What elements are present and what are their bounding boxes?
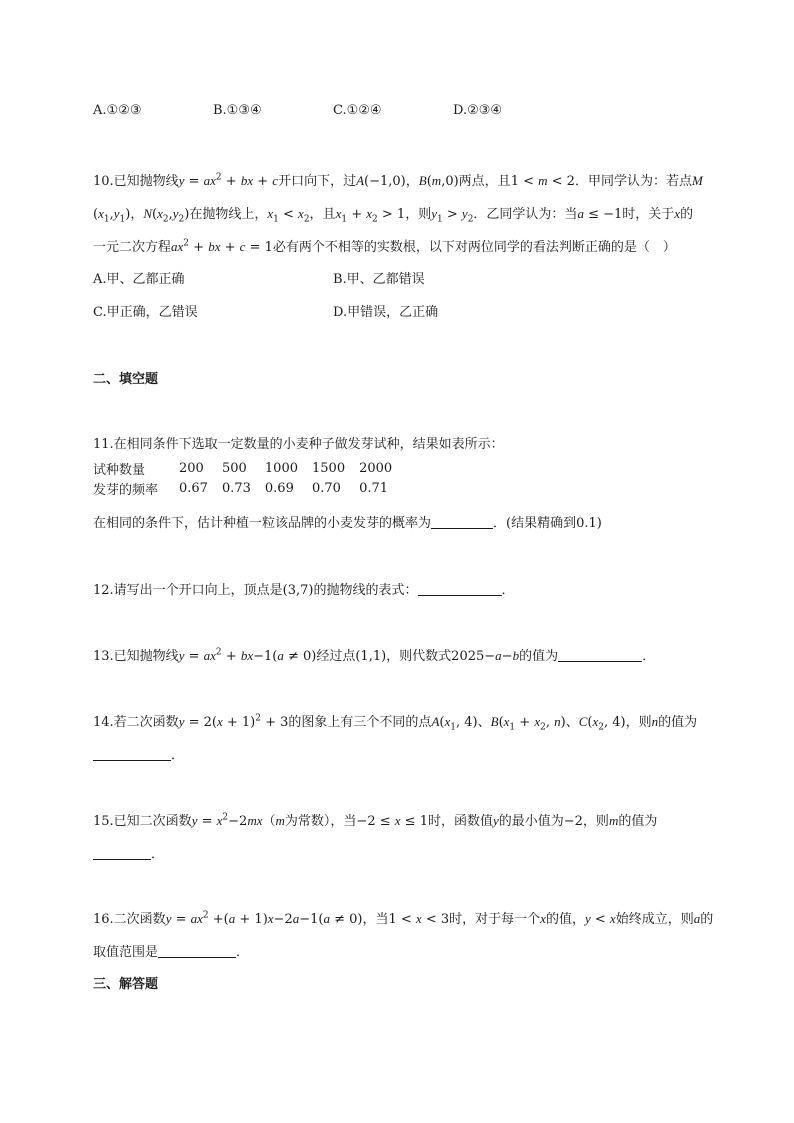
q9-option-c[interactable]: C.①②④ bbox=[333, 103, 382, 118]
q14-line2: ． bbox=[93, 744, 184, 763]
table-cell: 0.71 bbox=[359, 480, 389, 496]
table-cell: 发芽的频率 bbox=[93, 482, 159, 498]
q10-option-a[interactable]: A.甲、乙都正确 bbox=[93, 272, 185, 287]
table-cell: 1500 bbox=[312, 460, 346, 476]
table-row bbox=[93, 478, 406, 498]
q10-option-d[interactable]: D.甲错误，乙正确 bbox=[333, 305, 439, 320]
q16-line1: 16.二次函数$y = ax^2 +(a + 1)x-2a-1(a \ne 0)$，当1 < x < 3时，对于每一个x的值，y < x始终成立，则a的 bbox=[93, 910, 714, 927]
answer-blank[interactable] bbox=[93, 846, 151, 860]
answer-blank[interactable] bbox=[158, 944, 236, 958]
q13-line: 13.已知抛物线$y = ax^2 + bx-1(a \ne 0)$经过点(1,1)，则代数式2025−a−b的值为 ． bbox=[93, 647, 656, 664]
q11-table bbox=[93, 458, 406, 498]
q9-option-b[interactable]: B.①③④ bbox=[213, 103, 262, 118]
q10-line1: 10.已知抛物线$y = ax^2$ + bx + c开口向下，过A(−1,0)，B(m,0)两点，且1 < m < 2．甲同学认为：若点M bbox=[93, 172, 703, 189]
q10-line2: $(x_1,y_1)$，$N(x_2,y_2)$在抛物线上，$x_1 < x_2$，且$x_1 + x_2 > 1$，则$y_1 > y_2$．乙同学认为：当a ≤ −1时，关于x的 bbox=[93, 206, 694, 225]
table-cell: 0.69 bbox=[264, 480, 294, 496]
table-cell: 1000 bbox=[264, 460, 298, 476]
q11-question: 在相同的条件下，估计种植一粒该品牌的小麦发芽的概率为 ．(结果精确到0.1) bbox=[93, 516, 602, 531]
q12-line: 12.请写出一个开口向上，顶点是(3,7)的抛物线的表式： ． bbox=[93, 583, 515, 598]
section-solve-title: 三、解答题 bbox=[93, 977, 159, 992]
answer-blank[interactable] bbox=[93, 747, 171, 761]
table-cell: 2000 bbox=[359, 460, 393, 476]
q9-option-a[interactable]: A.①②③ bbox=[93, 103, 142, 118]
answer-blank[interactable] bbox=[418, 582, 502, 596]
section-fill-in-title: 二、填空题 bbox=[93, 372, 159, 387]
q15-line1: 15.已知二次函数$y = x^2-2mx(m$为常数），当−2 ≤ x ≤ 1时，函数值y的最小值为−2，则m的值为 bbox=[93, 812, 658, 829]
table-row bbox=[93, 458, 406, 478]
q15-line2: ． bbox=[93, 843, 164, 862]
table-cell: 0.73 bbox=[221, 480, 251, 496]
answer-blank[interactable] bbox=[558, 648, 642, 662]
answer-blank[interactable] bbox=[431, 515, 493, 529]
table-cell: 200 bbox=[179, 460, 204, 476]
q10-option-b[interactable]: B.甲、乙都错误 bbox=[333, 272, 425, 287]
table-cell: 0.70 bbox=[312, 480, 341, 496]
q10-option-c[interactable]: C.甲正确，乙错误 bbox=[93, 305, 198, 320]
q16-line2: 取值范围是 ． bbox=[93, 945, 250, 960]
q11-intro: 11.在相同条件下选取一定数量的小麦种子做发芽试种，结果如表所示： bbox=[93, 437, 504, 452]
q10-line3: 一元二次方程$ax^2$ + bx + c = 1必有两个不相等的实数根，以下对两位同学的看法判断正确的是（ ） bbox=[93, 238, 676, 255]
q14-line1: 14.若二次函数$y = 2(x + 1)^2 + 3$的图象上有三个不同的点$A(x_1$, 4)、$B(x_1 + x_2$, n)、$C(x_2$, 4)，则n的值为 bbox=[93, 713, 698, 733]
table-cell: 试种数量 bbox=[93, 462, 146, 478]
table-cell: 0.67 bbox=[179, 480, 208, 496]
table-cell: 500 bbox=[221, 460, 247, 476]
q9-option-d[interactable]: D.②③④ bbox=[453, 103, 503, 118]
